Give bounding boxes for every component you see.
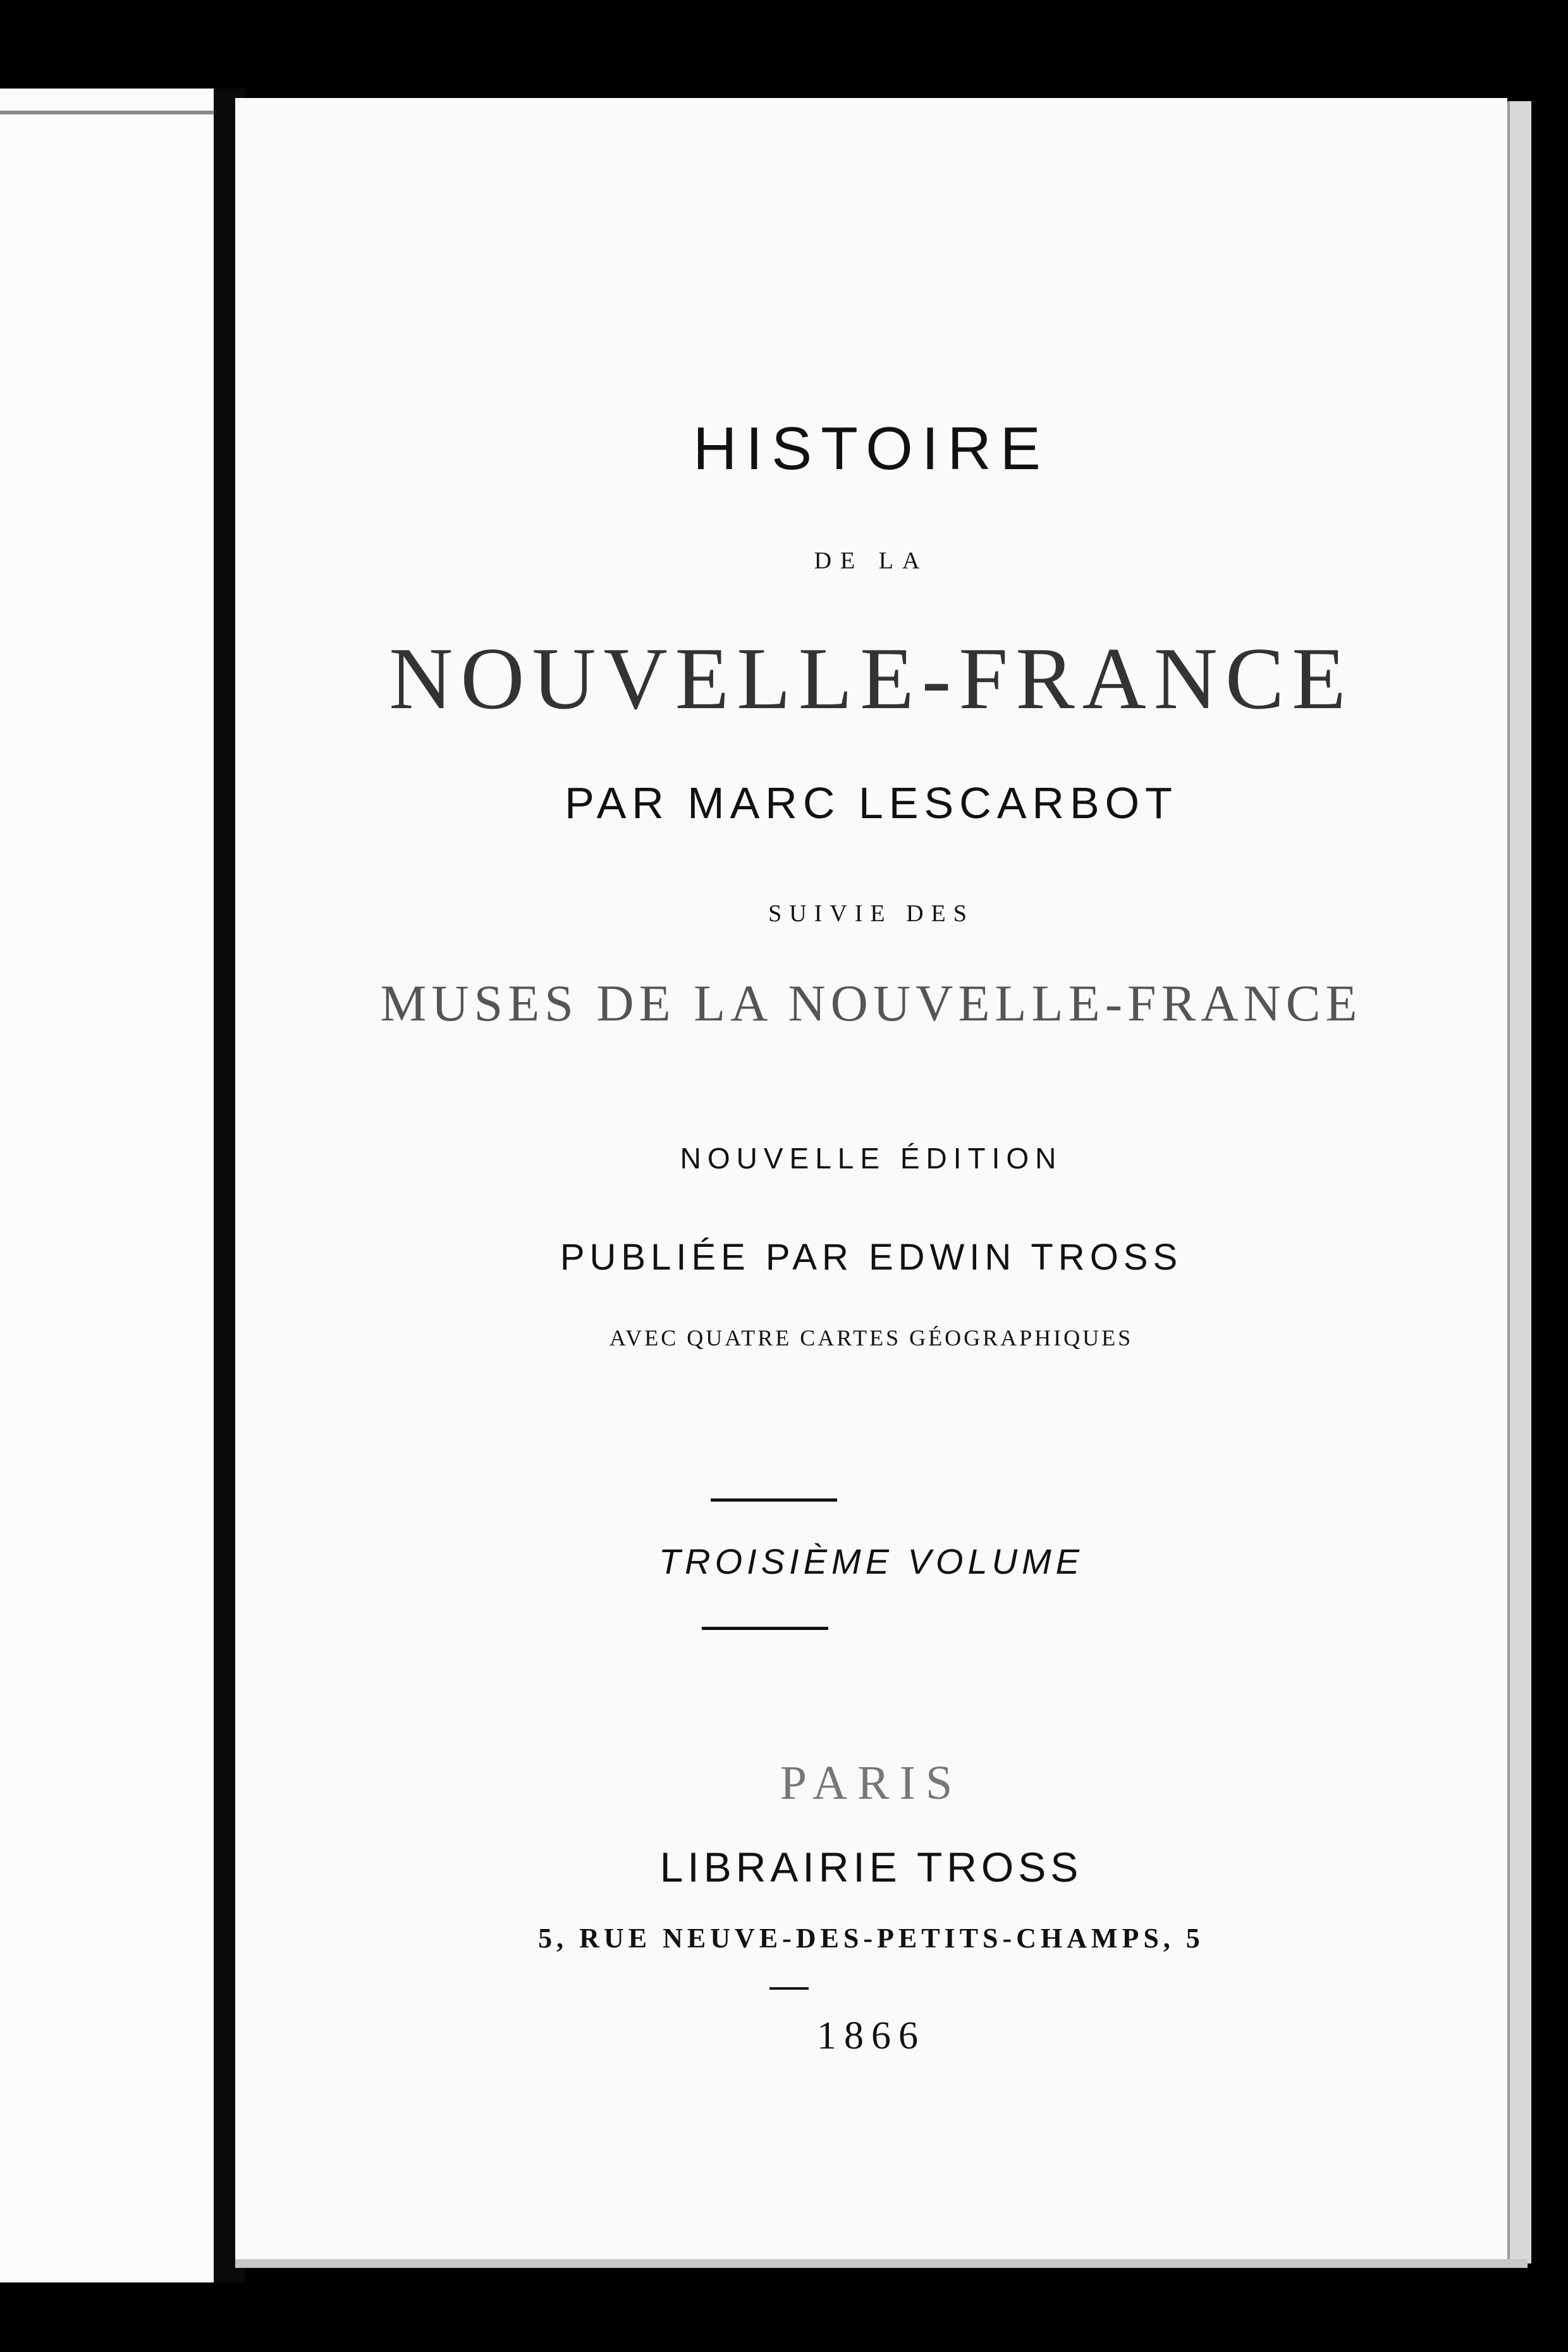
divider-rule-top <box>711 1498 837 1502</box>
address-line: 5, RUE NEUVE-DES-PETITS-CHAMPS, 5 <box>538 1923 1204 1954</box>
facing-page-edge-line <box>0 111 228 114</box>
page-right-edge <box>1507 101 1531 2263</box>
volume-line: TROISIÈME VOLUME <box>658 1541 1084 1581</box>
author-line: PAR MARC LESCARBOT <box>565 778 1178 828</box>
page-bottom-edge <box>235 2259 1528 2268</box>
edition-line: NOUVELLE ÉDITION <box>680 1142 1063 1175</box>
publisher-line: PUBLIÉE PAR EDWIN TROSS <box>560 1237 1183 1278</box>
book-title: HISTOIRE <box>693 415 1050 482</box>
title-preposition: DE LA <box>814 548 929 574</box>
title-page <box>235 98 1507 2259</box>
divider-rule-bottom <box>702 1627 828 1630</box>
year-line: 1866 <box>817 2014 926 2057</box>
maps-note: AVEC QUATRE CARTES GÉOGRAPHIQUES <box>609 1325 1134 1351</box>
bookshop-line: LIBRAIRIE TROSS <box>659 1844 1083 1890</box>
appendix-title: MUSES DE LA NOUVELLE-FRANCE <box>380 974 1363 1032</box>
city-line: PARIS <box>780 1756 963 1810</box>
divider-rule-short <box>769 1987 809 1990</box>
facing-page <box>0 89 235 2282</box>
book-subject: NOUVELLE-FRANCE <box>389 630 1354 728</box>
followed-by-line: SUIVIE DES <box>768 900 974 927</box>
